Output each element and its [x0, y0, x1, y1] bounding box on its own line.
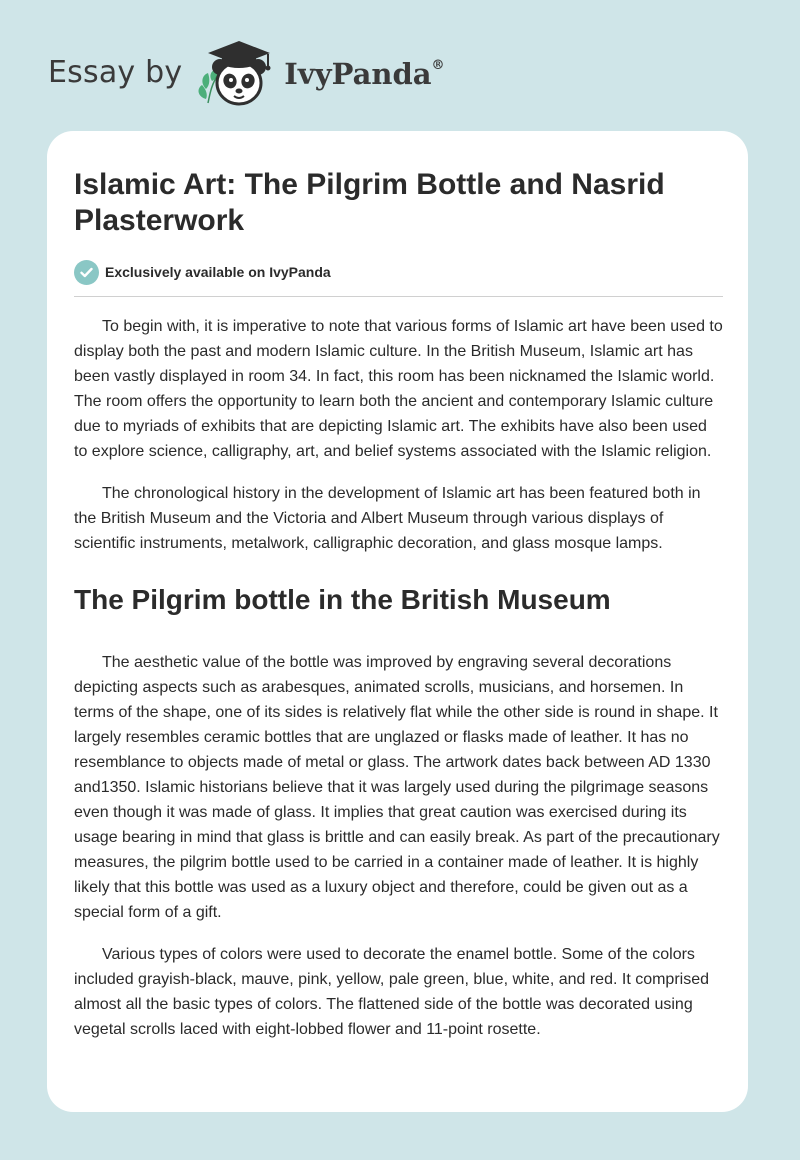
brand-name-text: IvyPanda — [284, 57, 432, 91]
section-heading: The Pilgrim bottle in the British Museum — [74, 584, 611, 615]
paragraph-intro-1: To begin with, it is imperative to note that various forms of Islamic art have been used to display both the past and modern Islamic culture. In the British Museum, Islamic art has been vastly displayed in room 34. In fact, this room has been nicknamed the Islamic world. The room offers the opportunity to learn both the ancient and contemporary Islamic culture due to myriads of exhibits that are depicting Islamic art. The exhibits have also been used to explore science, calligraphy, art, and belief systems associated with the Islamic religion. — [74, 318, 723, 460]
title-divider — [74, 296, 723, 297]
panda-logo-icon[interactable] — [196, 33, 280, 111]
exclusive-label: Exclusively available on IvyPanda — [105, 264, 331, 280]
exclusive-badge — [74, 259, 723, 285]
paragraph-section-2: Various types of colors were used to decorate the enamel bottle. Some of the colors included grayish-black, mauve, pink, yellow, pale green, blue, white, and red. It comprised almost all the basic types of colors. The flattened side of the bottle was decorated using vegetal scrolls laced with eight-lobbed flower and 11-point rosette. — [74, 946, 710, 1038]
essay-by-label: Essay by — [48, 54, 183, 90]
paragraph-intro-2: The chronological history in the development of Islamic art has been featured both in the British Museum and the Victoria and Albert Museum through various displays of scientific instruments, metalwork, calligraphic decoration, and glass mosque lamps. — [74, 485, 701, 552]
essay-content — [74, 167, 723, 1059]
registered-mark: ® — [431, 58, 445, 74]
essay-title: Islamic Art: The Pilgrim Bottle and Nasrid Plasterwork — [74, 168, 665, 237]
essay-card — [47, 131, 748, 1112]
paragraph-section-1: The aesthetic value of the bottle was improved by engraving several decorations depicting aspects such as arabesques, animated scrolls, musicians, and horsemen. In terms of the shape, one of its sides is relatively flat while the other side is round in shape. It largely resembles ceramic bottles that are unglazed or flasks made of leather. It has no resemblance to objects made of metal or glass. The artwork dates back between AD 1330 and1350. Islamic historians believe that it was largely used during the pilgrimage seasons even though it was made of glass. It implies that great caution was exercised during its usage bearing in mind that glass is brittle and can easily break. As part of the precautionary measures, the pilgrim bottle used to be carried in a container made of leather. It is highly likely that this bottle was used as a luxury object and therefore, could be given out as a special form of a gift. — [74, 654, 720, 921]
brand-name[interactable] — [284, 57, 444, 91]
site-header — [48, 32, 445, 112]
check-icon — [74, 260, 99, 285]
